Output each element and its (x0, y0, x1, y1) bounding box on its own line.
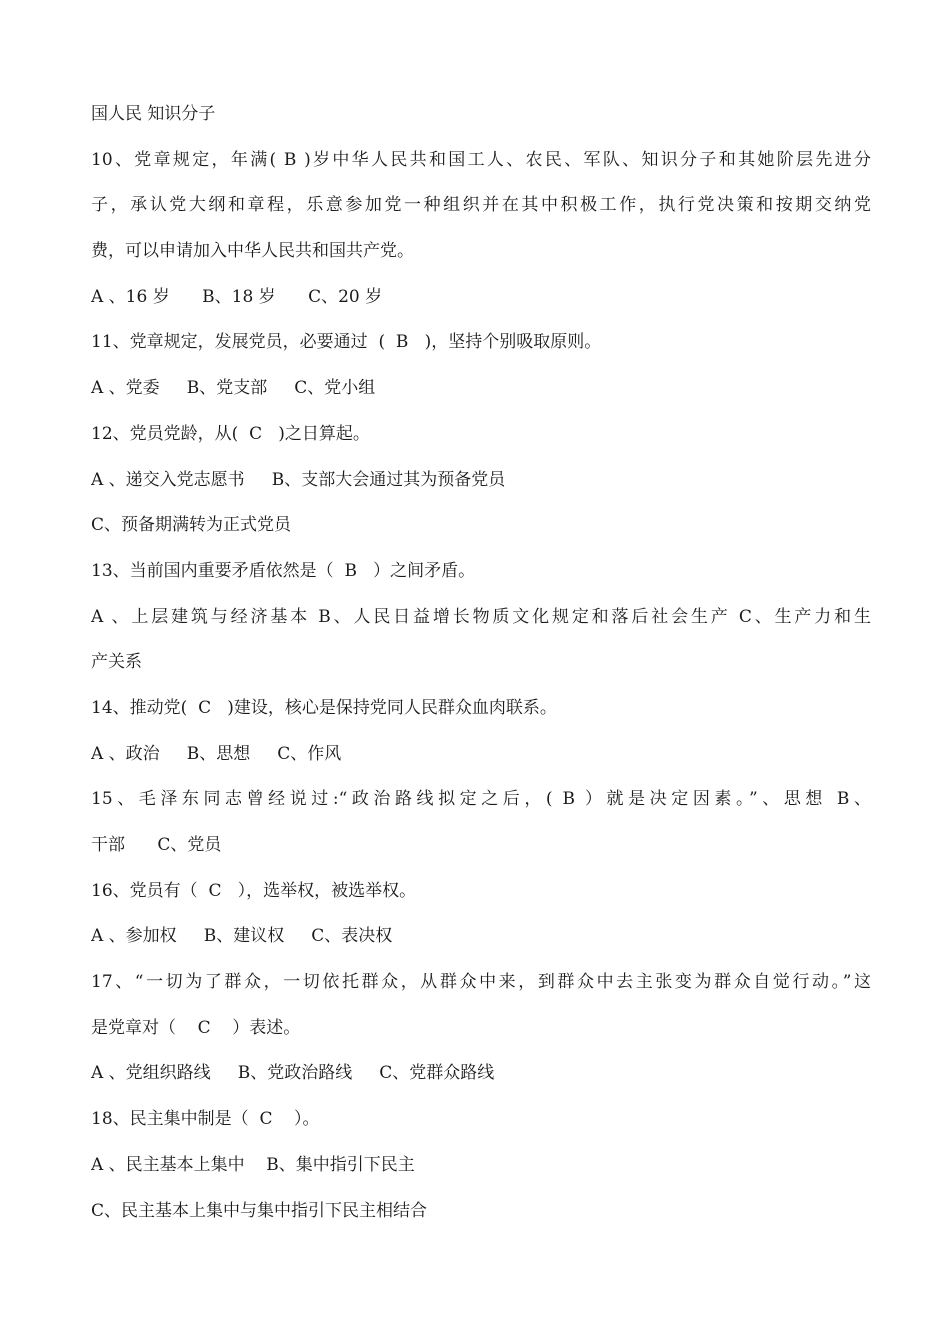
question-16-options: A 、参加权 B、建议权 C、表决权 (91, 926, 393, 947)
document-body (91, 92, 871, 1234)
question-18-options-1: A 、民主基本上集中 B、集中指引下民主 (91, 1154, 415, 1175)
question-14-options: A 、政治 B、思想 C、作风 (91, 743, 342, 764)
question-13-options-2: 产关系 (91, 652, 142, 673)
question-17-options: A 、党组织路线 B、党政治路线 C、党群众路线 (91, 1063, 495, 1084)
question-11: 11、党章规定，发展党员，必要通过 ( B )，坚持个别吸取原则。 (91, 332, 602, 353)
question-13: 13、当前国内重要矛盾依然是（ B ）之间矛盾。 (91, 560, 476, 581)
question-10-line-2: 子，承认党大纲和章程，乐意参加党一种组织并在其中积极工作，执行党决策和按期交纳党 (91, 195, 871, 216)
question-18-options-2: C、民主基本上集中与集中指引下民主相结合 (91, 1200, 428, 1221)
question-12: 12、党员党龄，从( C )之日算起。 (91, 423, 370, 444)
question-12-options-2: C、预备期满转为正式党员 (91, 515, 292, 536)
question-14: 14、推动党( C )建设，核心是保持党同人民群众血肉联系。 (91, 697, 557, 718)
question-11-options: A 、党委 B、党支部 C、党小组 (91, 378, 376, 399)
question-10-line-1: 10、党章规定，年满( B )岁中华人民共和国工人、农民、军队、知识分子和其她阶层先进分 (91, 149, 871, 170)
text-line-1: 国人民 知识分子 (91, 104, 216, 124)
question-12-options-1: A 、递交入党志愿书 B、支部大会通过其为预备党员 (91, 469, 506, 490)
question-17-line-2: 是党章对（ C ）表述。 (91, 1017, 301, 1038)
question-18: 18、民主集中制是（ C ）。 (91, 1109, 320, 1130)
question-16: 16、党员有（ C ），选举权，被选举权。 (91, 880, 417, 901)
question-10-line-3: 费，可以申请加入中华人民共和国共产党。 (91, 241, 414, 262)
question-13-options-1: A 、上层建筑与经济基本 B、人民日益增长物质文化规定和落后社会生产 C、生产力和生 (91, 606, 871, 627)
question-15-line-2: 干部 C、党员 (91, 835, 222, 855)
question-15-line-1: 15、毛泽东同志曾经说过:“政治路线拟定之后，( B ）就是决定因素。”、思想 B、 (91, 789, 871, 810)
question-17-line-1: 17、“一切为了群众，一切依托群众，从群众中来，到群众中去主张变为群众自觉行动。”这 (91, 972, 871, 993)
question-10-options: A 、16 岁 B、18 岁 C、20 岁 (91, 286, 383, 307)
